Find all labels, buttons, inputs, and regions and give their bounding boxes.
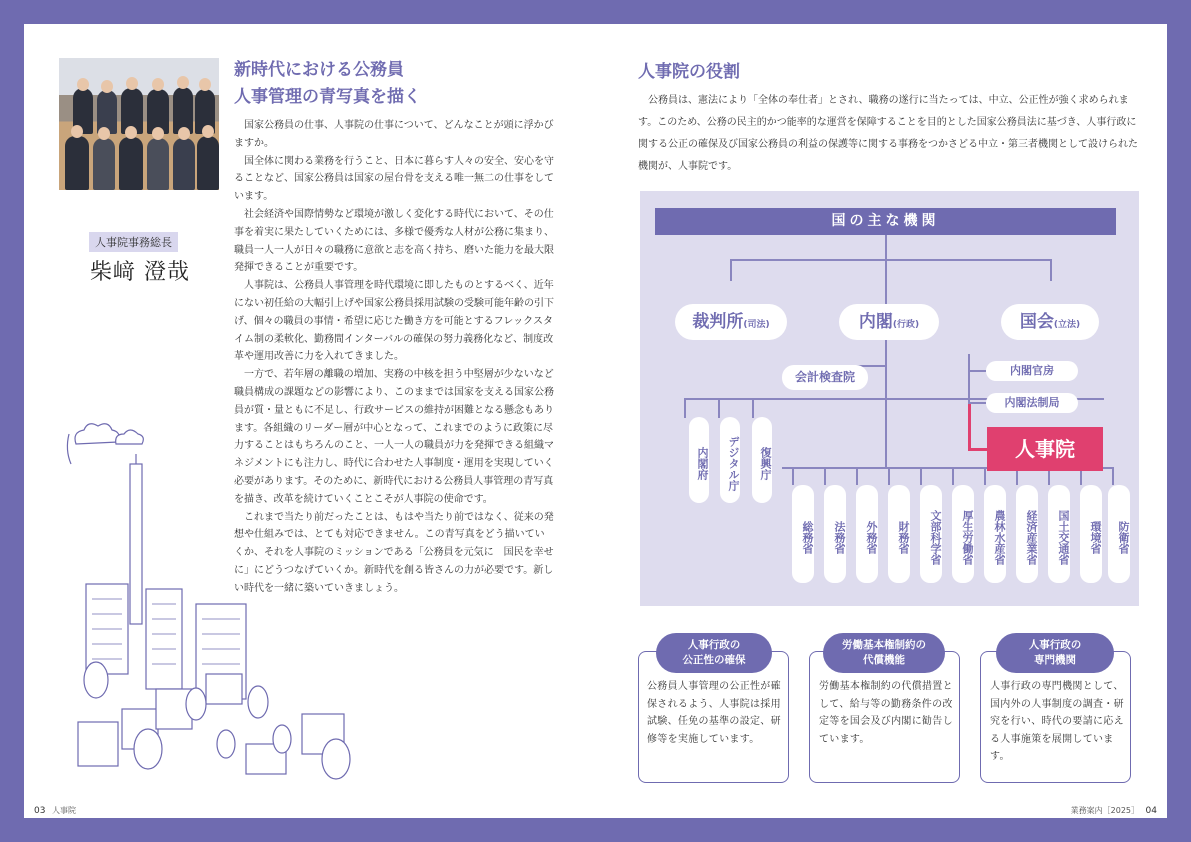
branch-name: 国会 — [1019, 312, 1054, 332]
city-illustration — [46, 404, 356, 784]
role-box-title — [823, 633, 945, 673]
spread — [24, 24, 1167, 818]
left-footer-label: 人事院 — [52, 806, 76, 815]
ministry: 文部科学省 — [920, 485, 942, 583]
branch-sub: (行政) — [892, 320, 920, 330]
role-box-title-line1: 人事行政の — [1028, 639, 1082, 651]
left-footer — [34, 805, 76, 816]
person-name: 柴﨑 澄哉 — [90, 260, 190, 285]
role-box-title-line2: 代償機能 — [863, 654, 905, 666]
right-page-number: 04 — [1145, 806, 1157, 816]
branch-judiciary — [675, 304, 787, 340]
role-box-title-line2: 公正性の確保 — [682, 654, 746, 666]
branch-sub: (司法) — [743, 320, 770, 330]
branch-diet — [1001, 304, 1099, 340]
branch-name: 裁判所 — [692, 312, 744, 332]
paragraph: 一方で、若年層の離職の増加、実務の中核を担う中堅層が少ないなど職員構成の課題などの影響により、このままでは国家を支える国家公務員が質・量ともに不足し、行政サービスの維持が困難となる懸念もあります。各組織のリーダー層が中心となって、これまでのように政策に尽力することはもちろんのこと、一人一人の職員が力を発揮できる組織マネジメントにも注力し、時代に合わせた人事制度・運用を実現していく必要があります。そのために、新時代における公務員人事管理の青写真を描き、改革を続けていくことこそが人事院の使命です。 — [234, 369, 554, 505]
role-box-title-line2: 専門機関 — [1034, 654, 1076, 666]
cabinet-legislation-bureau: 内閣法制局 — [986, 393, 1078, 413]
role-box-text: 公務員人事管理の公正性が確保されるよう、人事院は採用試験、任免の基準の設定、研修等を実施しています。 — [647, 681, 781, 745]
left-heading-line1: 新時代における公務員 — [234, 60, 404, 80]
org-chart-title: 国の主な機関 — [655, 208, 1116, 235]
paragraph: 社会経済や国際情勢など環境が激しく変化する時代において、その仕事を着実に果たしていくためには、多様で優秀な人材が公務に集まり、職員一人一人が日々の職務に意欲と志を高く持ち、磨いた能力を最大限発揮できることが重要です。 — [234, 208, 554, 274]
left-page-number: 03 — [34, 806, 46, 816]
cabinet-secretariat: 内閣官房 — [986, 361, 1078, 381]
right-footer — [1071, 805, 1157, 816]
board-of-audit: 会計検査院 — [782, 365, 868, 390]
left-heading-line2: 人事管理の青写真を描く — [234, 87, 421, 107]
right-footer-label: 業務案内［2025］ — [1070, 806, 1139, 815]
ministry: 総務省 — [792, 485, 814, 583]
right-heading: 人事院の役割 — [638, 62, 740, 82]
role-box-title — [656, 633, 772, 673]
title-badge: 人事院事務総長 — [89, 232, 178, 252]
agency-reconstruction: 復興庁 — [752, 417, 772, 503]
jinjiin-box: 人事院 — [987, 427, 1103, 471]
paragraph: 国全体に関わる業務を行うこと、日本に暮らす人々の安全、安心を守ることなど、国家公務員は国家の屋台骨を支える唯一無二の仕事をしています。 — [234, 155, 554, 203]
ministry: 防衛省 — [1108, 485, 1130, 583]
staff-group-photo — [59, 58, 219, 190]
paragraph: 人事院は、公務員人事管理を時代環境に即したものとするべく、近年にない初任給の大幅引上げや国家公務員採用試験の受験可能年齢の引下げ、個々の職員の事情・希望に応じた働き方を可能とするフレックスタイム制の柔軟化、勤務間インターバルの確保の努力義務化など、制度改革や運用改善に力を入れてきました。 — [234, 280, 554, 363]
agency-digital: デジタル庁 — [720, 417, 740, 503]
left-heading — [234, 57, 421, 111]
branch-sub: (立法) — [1053, 320, 1081, 330]
ministry: 経済産業省 — [1016, 485, 1038, 583]
ministry: 財務省 — [888, 485, 910, 583]
ministry: 国土交通省 — [1048, 485, 1070, 583]
ministry: 厚生労働省 — [952, 485, 974, 583]
paragraph: 国家公務員の仕事、人事院の仕事について、どんなことが頭に浮かびますか。 — [234, 120, 554, 149]
role-intro: 公務員は、憲法により「全体の奉仕者」とされ、職務の遂行に当たっては、中立、公正性が強く求められます。このため、公務の民主的かつ能率的な運営を保障することを目的とした国家公務員法に基づき、人事行政に関する公正の確保及び国家公務員の利益の保護等に関する事務をつかさどる中立・第三者機関として設けられた機関が、人事院です。 — [638, 95, 1138, 172]
branch-cabinet — [839, 304, 939, 340]
role-box-text: 労働基本権制約の代償措置として、給与等の勤務条件の改定等を国会及び内閣に勧告しています。 — [819, 681, 953, 745]
ministry: 法務省 — [824, 485, 846, 583]
ministry: 環境省 — [1080, 485, 1102, 583]
agency-cabinet-office: 内閣府 — [689, 417, 709, 503]
branch-name: 内閣 — [858, 312, 893, 332]
role-box-title-line1: 人事行政の — [687, 639, 741, 651]
ministry: 外務省 — [856, 485, 878, 583]
paragraph: これまで当たり前だったことは、もはや当たり前ではなく、従来の発想や仕組みでは、とても対応できません。この青写真をどう描いていくか、それを人事院のミッションである「公務員を元気に 国民を幸せに」にどうつなげていくか。新時代を創る皆さんの力が必要です。新しい時代を一緒に築いていきましょう。 — [234, 511, 554, 594]
ministry: 農林水産省 — [984, 485, 1006, 583]
org-chart — [640, 191, 1139, 606]
role-box-title — [996, 633, 1114, 673]
role-box-title-line1: 労働基本権制約の — [842, 639, 926, 651]
role-box-text: 人事行政の専門機関として、国内外の人事制度の調査・研究を行い、時代の要請に応える人事施策を展開しています。 — [990, 681, 1124, 762]
